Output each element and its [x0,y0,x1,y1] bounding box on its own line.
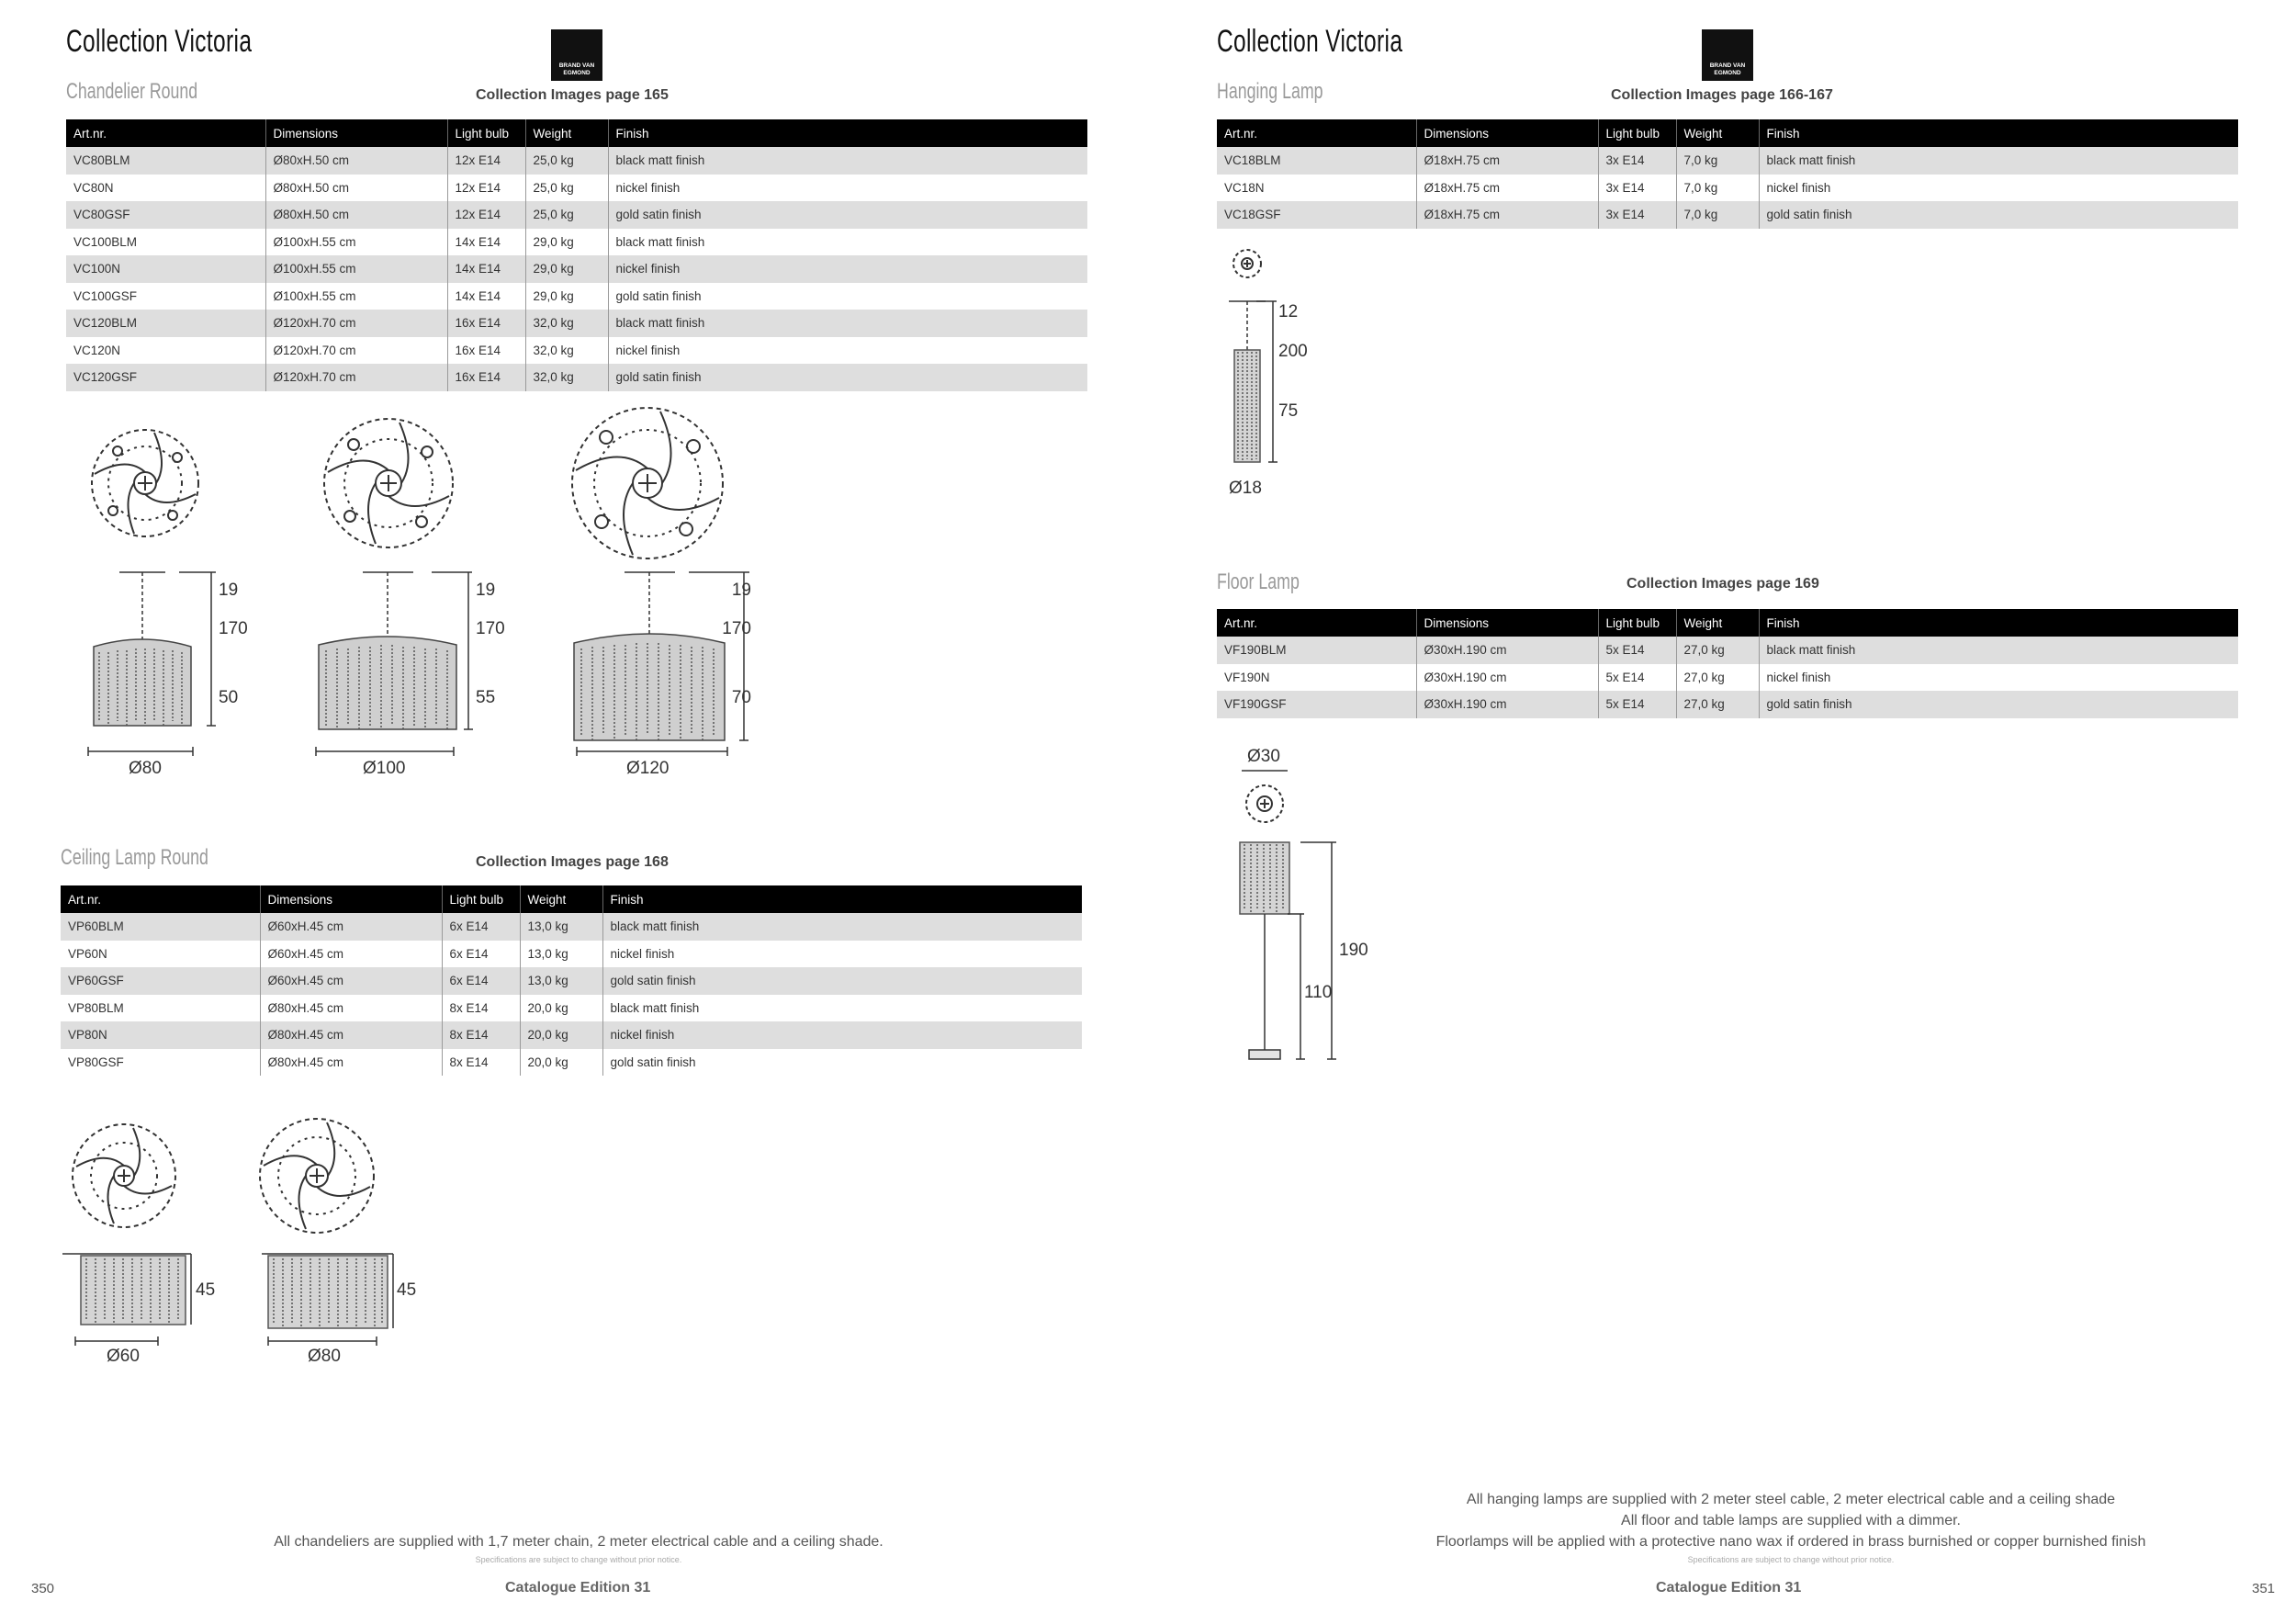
col-header: Weight [1676,119,1759,147]
table-cell: Ø120xH.70 cm [265,337,447,365]
table-cell: Ø80xH.45 cm [260,995,442,1022]
table-cell: 7,0 kg [1676,175,1759,202]
page-number: 350 [31,1581,55,1596]
table-cell: 14x E14 [447,283,525,310]
table-row [1217,691,2238,718]
table-row [66,201,1087,229]
dim-diameter: Ø30 [1247,747,1280,766]
images-ref-hanging: Collection Images page 166-167 [1611,87,1833,103]
ceiling-60-side-view [62,1254,191,1346]
col-header: Dimensions [1416,119,1598,147]
floor-lamp-side-view [1240,842,1336,1059]
col-header: Weight [520,885,602,913]
table-cell: Ø100xH.55 cm [265,255,447,283]
section-title-floor: Floor Lamp [1217,570,1300,594]
table-cell: 8x E14 [442,1021,520,1049]
table-cell: 20,0 kg [520,995,602,1022]
table-cell: gold satin finish [1759,201,2238,229]
table-cell: Ø30xH.190 cm [1416,664,1598,692]
table-cell: 6x E14 [442,967,520,995]
table-body [1217,147,2238,229]
table-row [61,995,1082,1022]
chandelier-120-top-view [572,408,723,558]
table-cell: VP60BLM [61,913,260,941]
table-cell: 20,0 kg [520,1021,602,1049]
table-cell: 5x E14 [1598,691,1676,718]
table-cell: VC18BLM [1217,147,1416,175]
table-cell: VC120GSF [66,364,265,391]
dim-height: 45 [196,1280,216,1300]
table-cell: Ø100xH.55 cm [265,283,447,310]
disclaimer: Specifications are subject to change without prior notice. [475,1555,682,1564]
table-cell: 20,0 kg [520,1049,602,1077]
table-cell: nickel finish [1759,175,2238,202]
table-header-row [1217,609,2238,637]
table-row [66,255,1087,283]
table-cell: black matt finish [1759,637,2238,664]
table-cell: 5x E14 [1598,637,1676,664]
note-line: Floorlamps will be applied with a protective nano wax if ordered in brass burnished or copper burnished finish [1435,1534,2146,1550]
brand-logo-line1: BRAND VAN [558,62,595,69]
hanging-lamp-top-view [1233,250,1261,277]
chandelier-100-top-view [324,419,453,547]
table-cell: VC80N [66,175,265,202]
table-cell: 12x E14 [447,175,525,202]
table-cell: 25,0 kg [525,175,608,202]
table-cell: Ø80xH.45 cm [260,1049,442,1077]
col-header: Art.nr. [61,885,260,913]
table-cell: nickel finish [608,337,1087,365]
table-cell: VP80BLM [61,995,260,1022]
col-header: Dimensions [260,885,442,913]
table-cell: 16x E14 [447,310,525,337]
table-cell: Ø80xH.50 cm [265,201,447,229]
dim-top: 12 [1278,302,1299,321]
table-cell: gold satin finish [608,201,1087,229]
chandelier-80-top-view [92,430,198,536]
table-cell: Ø30xH.190 cm [1416,691,1598,718]
table-cell: 13,0 kg [520,913,602,941]
dim-height: 75 [1278,401,1299,421]
table-cell: 3x E14 [1598,175,1676,202]
table-cell: 6x E14 [442,913,520,941]
dim-stem: 110 [1304,983,1333,1002]
col-header: Finish [608,119,1087,147]
table-row [61,1049,1082,1077]
brand-logo-line1: BRAND VAN [1709,62,1746,69]
table-cell: gold satin finish [608,364,1087,391]
dim-top: 19 [476,581,496,600]
table-row [1217,664,2238,692]
section-title-hanging: Hanging Lamp [1217,79,1323,104]
table-cell: 25,0 kg [525,147,608,175]
table-body [61,913,1082,1076]
col-header: Art.nr. [66,119,265,147]
table-cell: 13,0 kg [520,967,602,995]
table-cell: 3x E14 [1598,147,1676,175]
images-ref-floor: Collection Images page 169 [1626,576,1819,592]
floor-lamp-drawing [1221,739,1378,1075]
dim-chain: 170 [219,619,248,638]
chandelier-80-side-view [88,572,216,756]
table-cell: VP60GSF [61,967,260,995]
table-cell: 14x E14 [447,255,525,283]
table-header-row [66,119,1087,147]
dim-height: 45 [397,1280,417,1300]
table-cell: VC100BLM [66,229,265,256]
table-cell: nickel finish [1759,664,2238,692]
col-header: Weight [1676,609,1759,637]
table-cell: nickel finish [602,941,1082,968]
col-header: Art.nr. [1217,609,1416,637]
table-cell: VC18GSF [1217,201,1416,229]
table-row [66,229,1087,256]
table-cell: VP80N [61,1021,260,1049]
ceiling-60-top-view [73,1124,175,1227]
table-cell: black matt finish [608,147,1087,175]
col-header: Weight [525,119,608,147]
brand-logo [1702,29,1753,81]
table-cell: VP60N [61,941,260,968]
table-cell: 32,0 kg [525,310,608,337]
table-cell: nickel finish [608,255,1087,283]
dim-top: 19 [731,581,751,600]
table-row [66,337,1087,365]
dim-diameter: Ø80 [129,759,162,778]
table-cell: 32,0 kg [525,337,608,365]
dim-top: 19 [219,581,239,600]
table-header-row [1217,119,2238,147]
table-cell: 27,0 kg [1676,664,1759,692]
images-ref-ceiling: Collection Images page 168 [476,854,669,870]
table-cell: VF190N [1217,664,1416,692]
section-title-chandelier: Chandelier Round [66,79,198,104]
table-cell: 7,0 kg [1676,147,1759,175]
table-cell: VC80BLM [66,147,265,175]
table-cell: Ø80xH.45 cm [260,1021,442,1049]
hanging-lamp-drawing [1221,243,1332,501]
table-row [66,310,1087,337]
chandelier-120-side-view [574,572,749,756]
table-row [61,941,1082,968]
table-cell: 27,0 kg [1676,691,1759,718]
table-cell: VC100GSF [66,283,265,310]
table-cell: 27,0 kg [1676,637,1759,664]
table-cell: VC120N [66,337,265,365]
col-header: Art.nr. [1217,119,1416,147]
brand-logo [551,29,602,81]
right-page [1148,0,2296,1624]
disclaimer: Specifications are subject to change without prior notice. [1687,1555,1895,1564]
table-cell: VF190BLM [1217,637,1416,664]
table-cell: Ø100xH.55 cm [265,229,447,256]
table-cell: 29,0 kg [525,255,608,283]
table-cell: VC18N [1217,175,1416,202]
table-cell: black matt finish [608,310,1087,337]
col-header: Finish [602,885,1082,913]
table-cell: black matt finish [608,229,1087,256]
footer-edition: Catalogue Edition 31 [1656,1580,1802,1596]
spec-table-hanging [1217,119,2238,229]
table-cell: Ø120xH.70 cm [265,310,447,337]
images-ref-chandelier: Collection Images page 165 [476,87,669,103]
note-line: All hanging lamps are supplied with 2 meter steel cable, 2 meter electrical cable and a ceiling shade [1466,1492,2116,1507]
table-cell: 29,0 kg [525,283,608,310]
dim-diameter: Ø80 [308,1347,341,1366]
dim-height: 50 [219,688,239,707]
table-cell: 12x E14 [447,147,525,175]
dim-total: 190 [1339,941,1368,960]
table-cell: VC120BLM [66,310,265,337]
page-number: 351 [2252,1581,2276,1596]
table-row [66,283,1087,310]
table-cell: nickel finish [608,175,1087,202]
table-cell: black matt finish [602,995,1082,1022]
ceiling-drawings [55,1111,441,1366]
table-cell: gold satin finish [602,967,1082,995]
table-cell: 29,0 kg [525,229,608,256]
table-cell: 6x E14 [442,941,520,968]
dim-chain: 170 [476,619,505,638]
table-cell: 13,0 kg [520,941,602,968]
spec-table-ceiling [61,885,1082,1076]
table-cell: nickel finish [602,1021,1082,1049]
table-row [66,147,1087,175]
table-cell: VC80GSF [66,201,265,229]
table-row [66,175,1087,202]
table-cell: Ø80xH.50 cm [265,147,447,175]
table-row [61,1021,1082,1049]
table-cell: Ø60xH.45 cm [260,913,442,941]
brand-logo-line2: EGMOND [1714,70,1741,76]
dim-diameter: Ø18 [1229,479,1262,498]
table-row [61,967,1082,995]
col-header: Dimensions [265,119,447,147]
table-cell: 5x E14 [1598,664,1676,692]
hanging-lamp-side-view [1229,301,1277,462]
collection-title: Collection Victoria [66,24,253,59]
table-row [61,913,1082,941]
table-cell: 32,0 kg [525,364,608,391]
page-notes [1350,1489,2232,1552]
chandelier-drawings [55,404,753,790]
page-note: All chandeliers are supplied with 1,7 meter chain, 2 meter electrical cable and a ceiling shade. [274,1534,884,1550]
table-cell: Ø120xH.70 cm [265,364,447,391]
chandelier-100-side-view [316,572,473,756]
table-row [1217,147,2238,175]
table-cell: VP80GSF [61,1049,260,1077]
table-cell: 25,0 kg [525,201,608,229]
table-cell: black matt finish [602,913,1082,941]
dim-height: 70 [731,688,751,707]
table-cell: 7,0 kg [1676,201,1759,229]
table-cell: Ø18xH.75 cm [1416,201,1598,229]
col-header: Light bulb [1598,609,1676,637]
dim-chain: 170 [722,619,751,638]
col-header: Dimensions [1416,609,1598,637]
table-cell: Ø30xH.190 cm [1416,637,1598,664]
table-cell: 14x E14 [447,229,525,256]
table-cell: Ø80xH.50 cm [265,175,447,202]
table-body [1217,637,2238,718]
col-header: Finish [1759,119,2238,147]
col-header: Light bulb [442,885,520,913]
spec-table-chandelier [66,119,1087,391]
table-row [1217,637,2238,664]
dim-diameter: Ø100 [363,759,406,778]
col-header: Light bulb [447,119,525,147]
dim-diameter: Ø120 [626,759,670,778]
table-cell: 3x E14 [1598,201,1676,229]
table-row [66,364,1087,391]
table-cell: Ø60xH.45 cm [260,941,442,968]
table-row [1217,201,2238,229]
footer-edition: Catalogue Edition 31 [505,1580,651,1596]
collection-title: Collection Victoria [1217,24,1403,59]
table-cell: gold satin finish [602,1049,1082,1077]
table-cell: VF190GSF [1217,691,1416,718]
col-header: Finish [1759,609,2238,637]
section-title-ceiling: Ceiling Lamp Round [61,845,208,870]
table-cell: Ø60xH.45 cm [260,967,442,995]
table-cell: 8x E14 [442,1049,520,1077]
table-cell: Ø18xH.75 cm [1416,147,1598,175]
dim-height: 55 [476,688,496,707]
table-cell: gold satin finish [1759,691,2238,718]
ceiling-80-side-view [262,1254,393,1346]
dim-cable: 200 [1278,342,1308,361]
table-cell: black matt finish [1759,147,2238,175]
spec-table-floor [1217,609,2238,718]
dim-diameter: Ø60 [107,1347,140,1366]
brand-logo-line2: EGMOND [563,70,591,76]
table-cell: gold satin finish [608,283,1087,310]
ceiling-80-top-view [260,1119,374,1233]
floor-lamp-top-view [1246,785,1283,822]
table-cell: 16x E14 [447,337,525,365]
table-cell: 12x E14 [447,201,525,229]
table-cell: Ø18xH.75 cm [1416,175,1598,202]
table-cell: VC100N [66,255,265,283]
note-line: All floor and table lamps are supplied with a dimmer. [1621,1513,1961,1528]
table-cell: 8x E14 [442,995,520,1022]
col-header: Light bulb [1598,119,1676,147]
table-row [1217,175,2238,202]
table-header-row [61,885,1082,913]
table-cell: 16x E14 [447,364,525,391]
table-body [66,147,1087,391]
